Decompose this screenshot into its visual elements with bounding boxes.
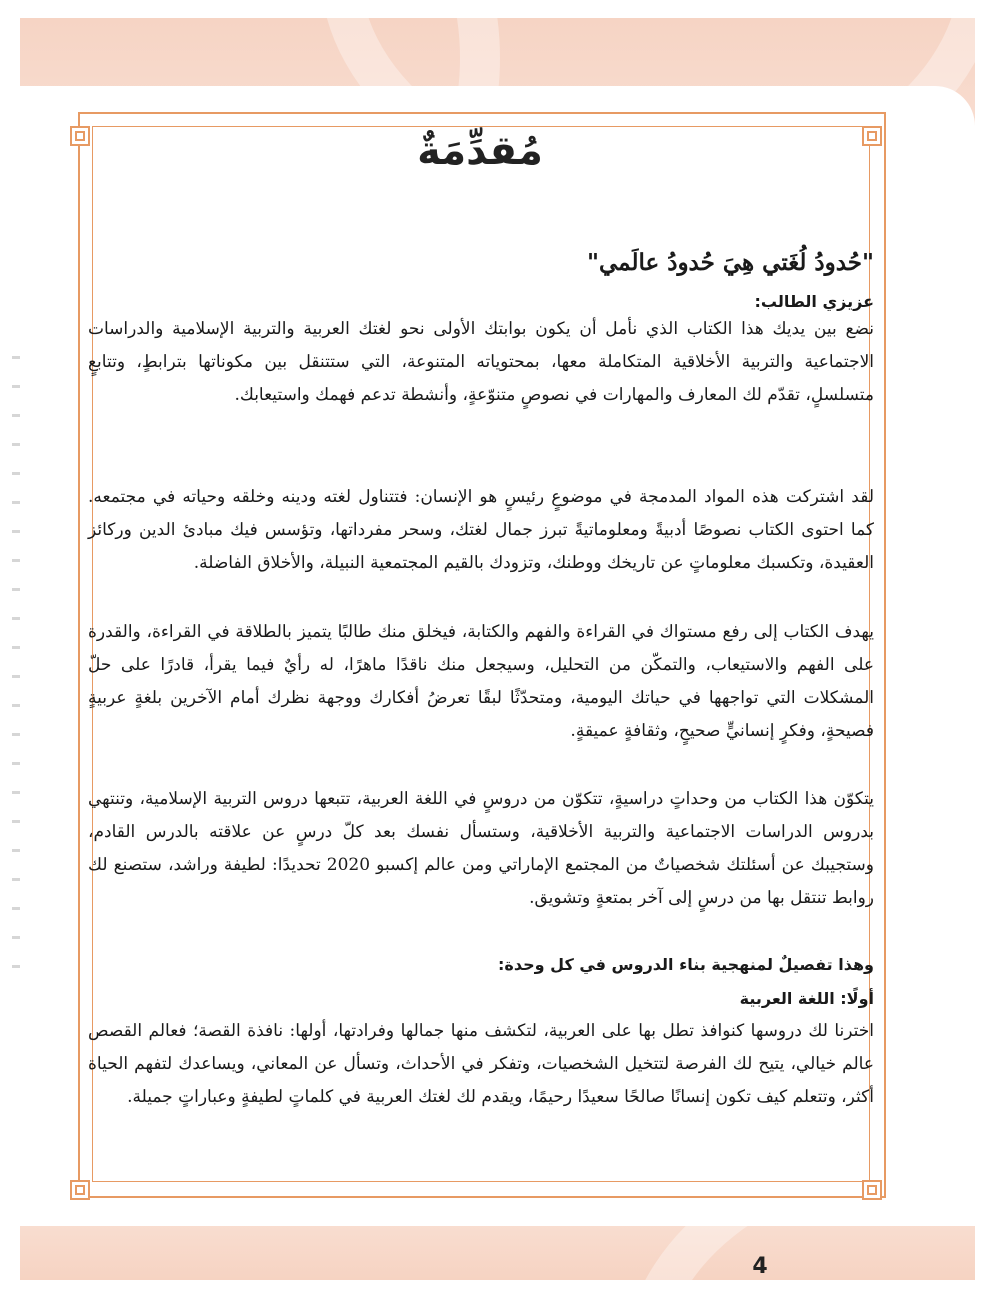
intro-paragraph: نضع بين يديك هذا الكتاب الذي نأمل أن يكون بوابتك الأولى نحو لغتك العربية والتربية الإسلامية والدراسات الاجتماعية والتربية الأخلاقية المتكاملة معها، بمحتوياته المتنوعة، التي ستتنقل بين مكوناتها بترابطٍ، وتتابعٍ متسلسلٍ، تقدّم لك المعارف والمهارات في نصوصٍ متنوّعةٍ، وأنشطة تدعم فهمك واستيعابك.: [88, 319, 874, 405]
page-number: 4: [752, 1254, 768, 1279]
page-title: مُقدِّمَةٌ: [417, 128, 543, 174]
section-heading: وهذا تفصيلٌ لمنهجية بناء الدروس في كل وحدة:: [498, 955, 874, 974]
frame-corner-ornament: [70, 1180, 90, 1200]
structure-paragraph: يتكوّن هذا الكتاب من وحداتٍ دراسيةٍ، تتكوّن من دروسٍ في اللغة العربية، تتبعها دروس التربية الإسلامية، وتنتهي بدروس الدراسات الاجتماعية والتربية الأخلاقية، وستسأل نفسك بعد كلّ درسٍ عن علاقته بالدرس القادم، وستجيبك عن أسئلتك شخصياتٌ من المجتمع الإماراتي ومن عالم إكسبو 2020 تحديدًا: لطيفة وراشد، ستصنع لك روابط تنتقل بها من درسٍ إلى آخر بمتعةٍ وتشويق.: [88, 789, 874, 908]
frame-corner-ornament: [862, 1180, 882, 1200]
opening-quote: "حُدودُ لُغَتي هِيَ حُدودُ عالَمي": [587, 249, 874, 276]
content-paragraph: لقد اشتركت هذه المواد المدمجة في موضوعٍ رئيسٍ هو الإنسان: فتتناول لغته ودينه وخلقه وحياته في مجتمعه. كما احتوى الكتاب نصوصًا أدبيةً ومعلوماتيةً تبرز جمال لغتك، وسحر مفرداتها، وتؤسس فيك مبادئ الدين وركائز العقيدة، وتكسبك معلوماتٍ عن تاريخك ووطنك، وتزودك بالقيم المجتمعية النبيلة، والأخلاق الفاضلة.: [88, 487, 874, 573]
greeting: عزيزي الطالب:: [754, 292, 874, 311]
arabic-language-paragraph: اخترنا لك دروسها كنوافذ تطل بها على العربية، لتكشف منها جمالها وفرادتها، أولها: نافذة القصة؛ فعالم القصص عالم خيالي، يتيح لك الفرصة لتتخيل الشخصيات، وتفكر في الأحداث، وتسأل عن المعاني، ويساعدك لتفهم الحياة أكثر، وتتعلم كيف تكون إنسانًا صالحًا سعيدًا رحيمًا، ويقدم لك لغتك العربية في كلماتٍ لطيفةٍ وعباراتٍ جميلة.: [88, 1021, 874, 1107]
goals-paragraph: يهدف الكتاب إلى رفع مستواك في القراءة والفهم والكتابة، فيخلق منك طالبًا يتميز بالطلاقة في القراءة، والقدرة على الفهم والاستيعاب، والتمكّن من التحليل، وسيجعل منك ناقدًا ماهرًا، له رأيٌ فيما يقرأ، قادرًا على حلّ المشكلات التي تواجهها في حياتك اليومية، ومتحدّثًا لبقًا تعرضُ أفكارك ووجهة نظرك أمام الآخرين بلغةٍ عربيةٍ فصيحةٍ، وفكرٍ إنسانيٍّ صحيحٍ، وثقافةٍ عميقةٍ.: [88, 622, 874, 741]
subsection-heading: أولًا: اللغة العربية: [739, 989, 874, 1008]
scan-margin-marks: [12, 330, 20, 970]
